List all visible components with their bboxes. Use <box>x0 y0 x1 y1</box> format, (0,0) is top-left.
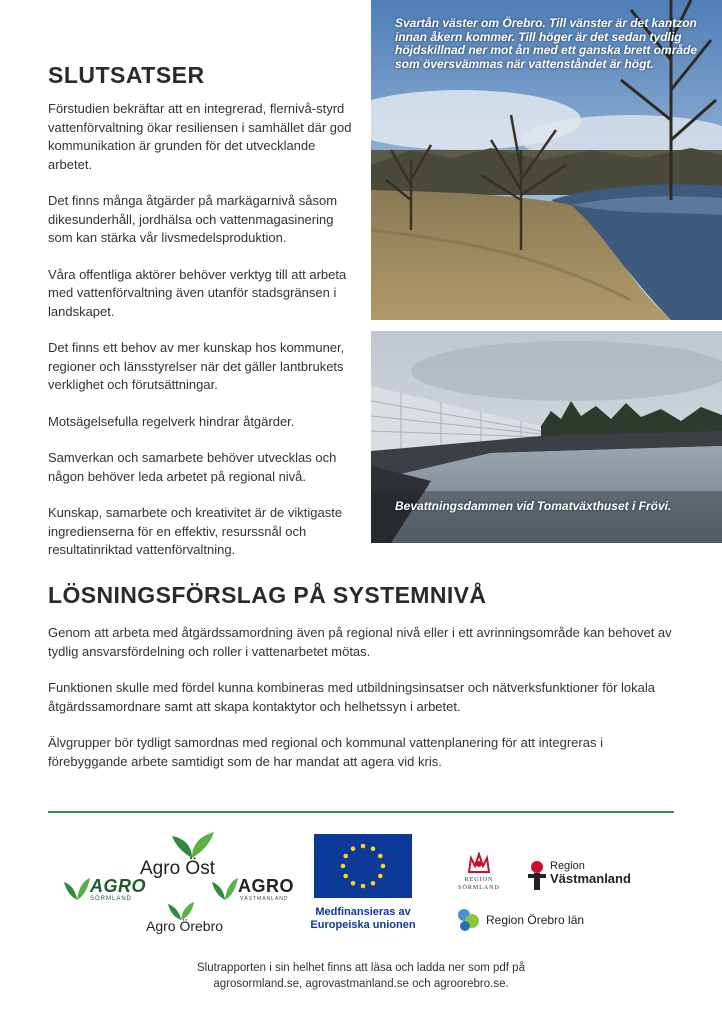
leaf-icon <box>64 876 90 900</box>
agro-vastmanland-text: AGRO <box>238 876 294 896</box>
region-sormland-line1: REGION <box>464 877 494 883</box>
conclusion-paragraph: Samverkan och samarbete behöver utvecklas och någon behöver leda arbetet på regional nivå. <box>48 450 337 484</box>
solution-paragraph: Genom att arbeta med åtgärdssamordning även på regional nivå eller i ett avrinningsområde kan behovet av tydlig ansvarsfördelning och roller i vattenarbetet mötas. <box>48 625 672 659</box>
conclusion-paragraph: Kunskap, samarbete och kreativitet är de viktigaste ingredienserna för en effektiv, resurssnål och resultatinriktad vattenförvaltning. <box>48 505 343 557</box>
region-sormland-logo <box>454 852 504 898</box>
eu-logo <box>300 834 426 934</box>
region-vastmanland-line2: Västmanland <box>550 871 631 886</box>
conclusion-paragraph: Förstudien bekräftar att en integrerad, flernivå-styrd vattenförvaltning ökar resiliensen i samhället där god kommunikation är grunden för det utvecklande arbetet. <box>48 101 352 172</box>
agro-ost-text: Agro Öst <box>140 858 215 879</box>
solution-paragraph: Funktionen skulle med fördel kunna kombineras med utbildningsinsatser och nätverksfunktioner för lokala åtgärdssamordnare samt att skapa kontaktytor och helhetssyn i arbetet. <box>48 680 655 714</box>
heading-slutsatser: SLUTSATSER <box>48 62 205 88</box>
agro-orebro-text: Agro Örebro <box>146 918 224 934</box>
region-vastmanland-line1: Region <box>550 860 585 872</box>
eu-text-line2: Europeiska unionen <box>310 919 416 931</box>
river-photo <box>371 0 722 320</box>
agro-vastmanland-sub: VÄSTMANLAND <box>240 896 289 902</box>
region-sormland-text <box>454 876 504 892</box>
agro-orebro-logo <box>146 900 236 940</box>
pond-photo-caption: Bevattningsdammen vid Tomatväxthuset i Frövi. <box>395 499 672 513</box>
eu-flag-icon <box>314 834 412 898</box>
divider <box>48 811 674 813</box>
conclusion-paragraph: Våra offentliga aktörer behöver verktyg till att arbeta med vattenförvaltning även utanför stadsgränsen i landskapet. <box>48 266 347 319</box>
pond-photo <box>371 331 722 543</box>
footer-line2: agrosormland.se, agrovastmanland.se och agroorebro.se. <box>213 978 509 990</box>
conclusions-text <box>48 100 358 578</box>
eu-text <box>300 906 426 932</box>
heading-losningsforslag: LÖSNINGSFÖRSLAG PÅ SYSTEMNIVÅ <box>48 582 487 608</box>
person-icon <box>526 860 548 890</box>
agro-ost-logo <box>140 832 240 882</box>
footer-line1: Slutrapporten i sin helhet finns att läsa och ladda ner som pdf på <box>197 962 525 974</box>
region-orebro-logo <box>454 906 614 934</box>
region-vastmanland-logo <box>526 860 636 896</box>
agro-sormland-sub: SÖRMLAND <box>90 896 133 902</box>
partner-logos <box>0 820 722 950</box>
conclusion-paragraph: Det finns många åtgärder på markägarnivå såsom dikesunderhåll, jordhälsa och vattenmagasinering som kan stärka vår livsmedelsproduktion. <box>48 193 338 245</box>
leaf-icon <box>166 900 196 920</box>
river-photo-caption: Svartån väster om Örebro. Till vänster är det kantzon innan åkern kommer. Till höger är det sedan tydlig höjdskillnad ner mot ån med ett ganska brett område som översvämmas när vattenståndet är högt. <box>395 16 698 71</box>
system-solutions-text <box>48 624 678 789</box>
crown-icon <box>467 852 491 874</box>
eu-text-line1: Medfinansieras av <box>315 906 411 918</box>
conclusion-paragraph: Det finns ett behov av mer kunskap hos kommuner, regioner och länsstyrelser när det gäller lantbrukets verklighet och förutsättningar. <box>48 340 345 392</box>
conclusion-paragraph: Motsägelsefulla regelverk hindrar åtgärder. <box>48 413 295 429</box>
solution-paragraph: Älvgrupper bör tydligt samordnas med regional och kommunal vattenplanering för att integreras i förebyggande arbete samtidigt som de har mandat att agera vid kris. <box>48 735 603 769</box>
region-sormland-line2: SÖRMLAND <box>458 885 500 891</box>
region-orebro-icon <box>454 906 482 934</box>
region-orebro-text: Region Örebro län <box>486 913 585 927</box>
leaf-icon <box>212 876 238 900</box>
footer-note <box>100 960 622 992</box>
agro-sormland-logo <box>64 876 144 910</box>
leaf-icon <box>162 832 222 858</box>
agro-sormland-text: AGRO <box>90 876 146 896</box>
